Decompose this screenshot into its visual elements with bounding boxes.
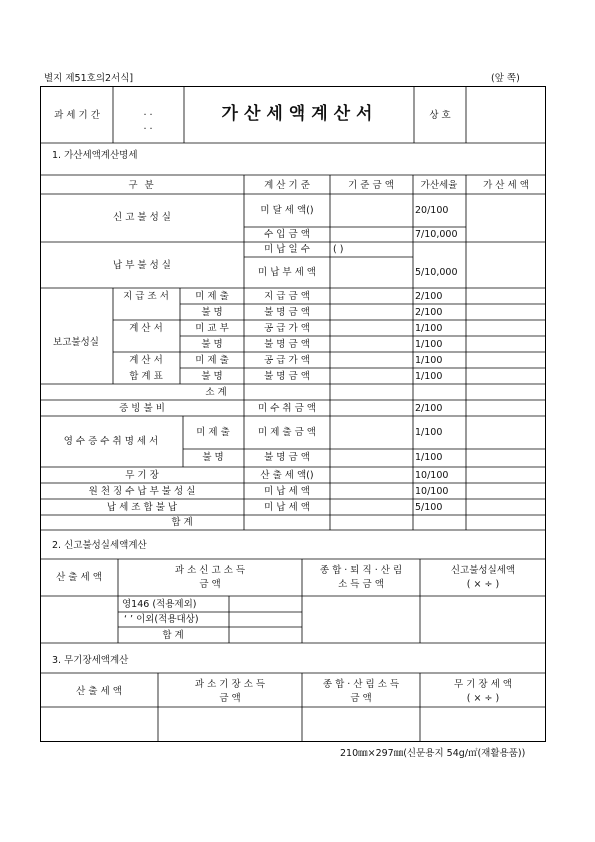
row-unclear-amount-4: 불 명 금 액 bbox=[264, 452, 310, 463]
row-unpaid-days: 미 납 일 수 bbox=[264, 244, 310, 255]
s3-col-combined-1: 종 합 · 산 림 소 득 bbox=[322, 679, 400, 690]
col-category: 구 분 bbox=[128, 180, 156, 191]
s2-row-total: 합 계 bbox=[162, 630, 184, 641]
row-import: 수 입 금 액 bbox=[264, 229, 310, 240]
unpaid-days-value: ( ) bbox=[333, 244, 344, 255]
row-unclear-amount-2: 불 명 금 액 bbox=[264, 339, 310, 350]
paper-spec: 210㎜×297㎜(신문용지 54g/㎡(재활용품)) bbox=[340, 748, 526, 759]
row-payment: 납 부 불 성 실 bbox=[113, 260, 171, 271]
col-basis: 계 산 기 준 bbox=[264, 180, 310, 191]
row-unpaid-tax-2: 미 납 세 액 bbox=[264, 486, 310, 497]
page-side: (앞 쪽) bbox=[491, 73, 520, 84]
row-unclear-4: 불 명 bbox=[202, 452, 224, 463]
row-evidence: 증 빙 불 비 bbox=[119, 403, 165, 414]
s2-col-combined-1: 종 합 · 퇴 직 · 산 림 bbox=[319, 565, 403, 576]
rate-invoice-sum: 1/100 bbox=[415, 355, 443, 366]
row-not-issued: 미 교 부 bbox=[195, 323, 229, 334]
section3-heading: 3. 무기장세액계산 bbox=[52, 655, 129, 666]
rate-withholding: 10/100 bbox=[415, 486, 449, 497]
period-start: . . bbox=[143, 107, 153, 118]
section2-heading: 2. 신고불성실세액계산 bbox=[52, 540, 147, 551]
period-label: 과 세 기 간 bbox=[54, 110, 100, 121]
col-rate: 가산세율 bbox=[420, 180, 458, 191]
row-pay-amount: 지 급 금 액 bbox=[264, 291, 310, 302]
row-withholding: 원 천 징 수 납 부 불 성 실 bbox=[88, 486, 196, 497]
s3-col-tax-2: ( × ÷ ) bbox=[466, 693, 500, 704]
rate-5-10000: 5/10,000 bbox=[415, 267, 458, 278]
s2-col-tax-1: 신고불성실세액 bbox=[450, 565, 516, 576]
row-unpaid-tax: 미 달 세 액() bbox=[260, 205, 314, 216]
row-unreceived: 미 수 취 금 액 bbox=[258, 403, 316, 414]
rate-unclear-3: 1/100 bbox=[415, 371, 443, 382]
rate-pay-doc: 2/100 bbox=[415, 291, 443, 302]
section1-heading: 1. 가산세액계산명세 bbox=[52, 150, 138, 161]
row-not-submit-2: 미 제 출 bbox=[195, 355, 229, 366]
row-unpaid-amount: 미 납 부 세 액 bbox=[258, 267, 316, 278]
row-not-submit-3: 미 제 출 bbox=[196, 427, 230, 438]
row-supply-value-2: 공 급 가 액 bbox=[264, 355, 310, 366]
s2-row-146: 영146 (적용제외) bbox=[122, 599, 197, 610]
s3-col-combined-2: 금 액 bbox=[350, 693, 372, 704]
s2-col-combined-2: 소 득 금 액 bbox=[338, 579, 384, 590]
row-not-submit: 미 제 출 bbox=[195, 291, 229, 302]
row-unclear-1: 불 명 bbox=[201, 307, 223, 318]
row-receipt: 영 수 증 수 취 명 세 서 bbox=[63, 436, 159, 447]
rate-no-ledger: 10/100 bbox=[415, 470, 449, 481]
row-report-main: 신 고 불 성 실 bbox=[113, 212, 171, 223]
s2-row-other: ‘ ’ 이외(적용대상) bbox=[124, 614, 199, 625]
row-invoice-sum-1: 계 산 서 bbox=[129, 355, 163, 366]
row-unclear-amount-1: 불 명 금 액 bbox=[264, 307, 310, 318]
rate-union: 5/100 bbox=[415, 502, 443, 513]
row-supply-value-1: 공 급 가 액 bbox=[264, 323, 310, 334]
rate-20: 20/100 bbox=[415, 205, 449, 216]
col-penalty-amount: 가 산 세 액 bbox=[483, 180, 529, 191]
s3-col-calc: 산 출 세 액 bbox=[76, 686, 122, 697]
row-invoice: 계 산 서 bbox=[129, 323, 163, 334]
company-label: 상 호 bbox=[429, 110, 451, 121]
rate-unclear-4: 1/100 bbox=[415, 452, 443, 463]
rate-receipt: 1/100 bbox=[415, 427, 443, 438]
s2-col-under-1: 과 소 신 고 소 득 bbox=[174, 565, 246, 576]
row-unclear-2: 불 명 bbox=[201, 339, 223, 350]
form-reference: 별지 제51호의2서식] bbox=[44, 73, 134, 84]
row-pay-doc: 지 급 조 서 bbox=[123, 291, 169, 302]
s2-col-tax-2: ( × ÷ ) bbox=[466, 579, 500, 590]
row-subtotal: 소 계 bbox=[205, 387, 227, 398]
row-not-submit-amount: 미 제 출 금 액 bbox=[258, 427, 316, 438]
row-union: 납 세 조 합 불 납 bbox=[106, 502, 178, 513]
period-end: . . bbox=[143, 121, 153, 132]
row-report-fail: 보고불성실 bbox=[53, 337, 99, 348]
row-unclear-3: 불 명 bbox=[201, 371, 223, 382]
s2-col-calc: 산 출 세 액 bbox=[56, 572, 102, 583]
row-calc-tax: 산 출 세 액() bbox=[260, 470, 314, 481]
rate-7-10000: 7/10,000 bbox=[415, 229, 458, 240]
s2-col-under-2: 금 액 bbox=[199, 579, 221, 590]
row-total: 합 계 bbox=[171, 517, 193, 528]
page-title: 가산세액계산서 bbox=[221, 104, 379, 124]
row-unpaid-tax-3: 미 납 세 액 bbox=[264, 502, 310, 513]
rate-invoice: 1/100 bbox=[415, 323, 443, 334]
rate-unclear-1: 2/100 bbox=[415, 307, 443, 318]
col-base-amount: 기 준 금 액 bbox=[348, 180, 394, 191]
rate-unclear-2: 1/100 bbox=[415, 339, 443, 350]
s3-col-tax-1: 무 기 장 세 액 bbox=[454, 679, 512, 690]
row-unclear-amount-3: 불 명 금 액 bbox=[264, 371, 310, 382]
row-invoice-sum-2: 합 계 표 bbox=[129, 371, 163, 382]
s3-col-under-1: 과 소 기 장 소 득 bbox=[194, 679, 266, 690]
row-no-ledger: 무 기 장 bbox=[125, 470, 159, 481]
s3-col-under-2: 금 액 bbox=[219, 693, 241, 704]
rate-evidence: 2/100 bbox=[415, 403, 443, 414]
